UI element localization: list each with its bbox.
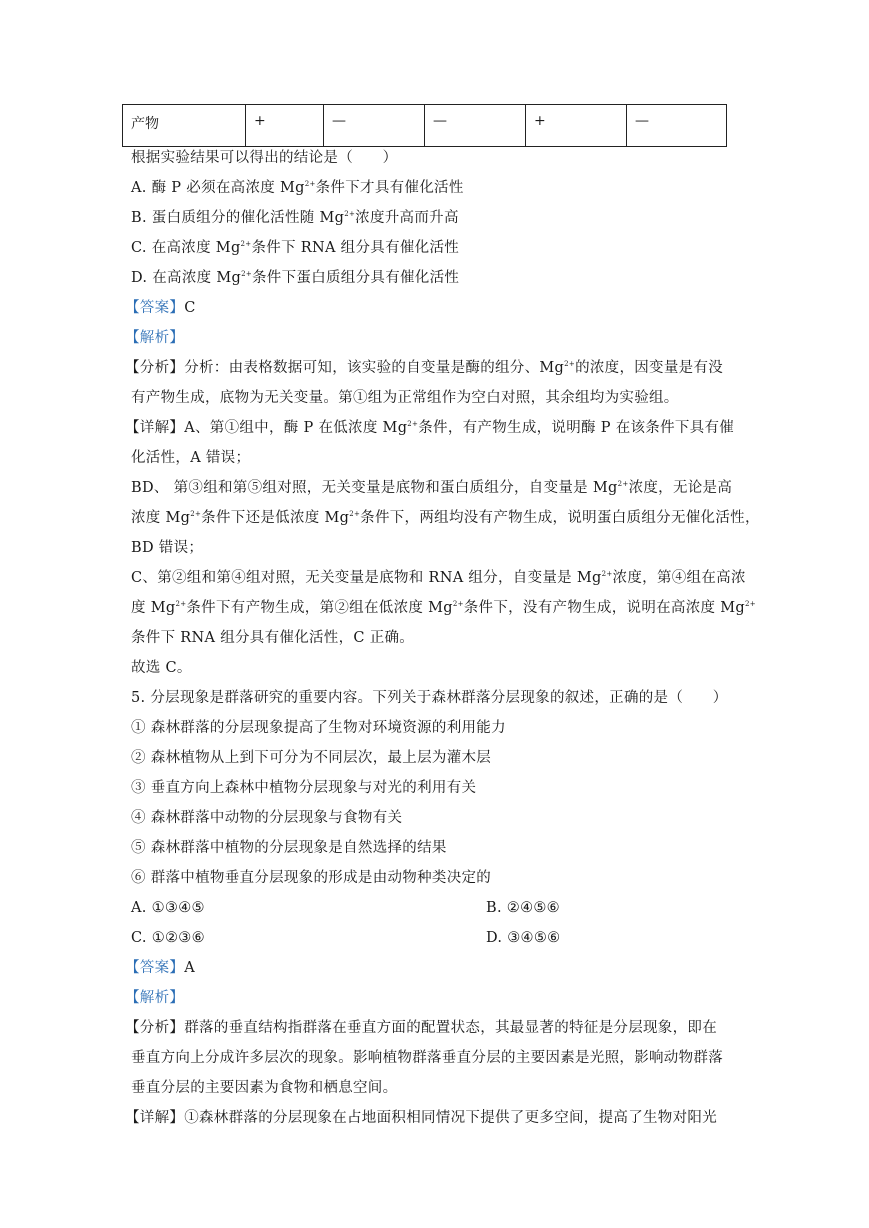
- q4-conclusion: 故选 C。: [131, 660, 192, 676]
- answer-tag: 【答案】: [125, 300, 185, 316]
- q5-item-3: ③ 垂直方向上森林中植物分层现象与对光的利用有关: [131, 780, 477, 796]
- q5-item-2: ② 森林植物从上到下可分为不同层次，最上层为灌木层: [131, 750, 492, 766]
- xiangjie-tag: 【详解】: [125, 1110, 185, 1126]
- q4-detail-line8: 条件下 RNA 组分具有催化活性，C 正确。: [131, 630, 415, 646]
- q5-option-b: B. ②④⑤⑥: [486, 900, 560, 916]
- q5-item-1: ① 森林群落的分层现象提高了生物对环境资源的利用能力: [131, 720, 506, 736]
- q5-answer: 【答案】A: [125, 960, 195, 976]
- q4-option-c: C. 在高浓度 $Mg^{2+}$条件下 RNA 组分具有催化活性: [131, 240, 460, 256]
- fenxi-tag: 【分析】: [125, 360, 185, 376]
- q5-fenxi-line3: 垂直分层的主要因素为食物和栖息空间。: [131, 1080, 398, 1096]
- table-cell: —: [627, 105, 727, 147]
- q4-detail-line2: 化活性，A 错误；: [131, 450, 251, 466]
- result-table-fragment: [122, 104, 727, 147]
- table-row-product: [123, 105, 727, 147]
- q4-detail-line6: C、第②组和第④组对照，无关变量是底物和 RNA 组分，自变量是 $Mg^{2+}$浓度，第④组在高浓: [131, 570, 746, 586]
- q5-option-c: C. ①②③⑥: [131, 930, 205, 946]
- row-label: 产物: [123, 105, 246, 147]
- q4-analysis-tag: 【解析】: [125, 330, 185, 346]
- fenxi-tag: 【分析】: [125, 1020, 185, 1036]
- q5-fenxi-line2: 垂直方向上分成许多层次的现象。影响植物群落垂直分层的主要因素是光照，影响动物群落: [131, 1050, 723, 1066]
- table-cell: —: [324, 105, 425, 147]
- q5-analysis-tag: 【解析】: [125, 990, 185, 1006]
- table-cell: +: [526, 105, 627, 147]
- q4-option-d: D. 在高浓度 $Mg^{2+}$条件下蛋白质组分具有催化活性: [131, 270, 460, 286]
- q4-detail-line3: BD、 第③组和第⑤组对照，无关变量是底物和蛋白质组分，自变量是 $Mg^{2+}$浓度，无论是高: [131, 480, 733, 496]
- q4-detail-line5: BD 错误；: [131, 540, 204, 556]
- q4-fenxi-line1: 【分析】分析：由表格数据可知，该实验的自变量是酶的组分、$Mg^{2+}$的浓度，因变量是有没: [125, 360, 724, 376]
- q5-item-6: ⑥ 群落中植物垂直分层现象的形成是由动物种类决定的: [131, 870, 492, 886]
- q5-option-a: A. ①③④⑤: [131, 900, 205, 916]
- q4-detail-line7: 度 $Mg^{2+}$条件下有产物生成，第②组在低浓度 $Mg^{2+}$条件下，没有产物生成，说明在高浓度 $Mg^{2+}$: [131, 600, 756, 616]
- q4-option-b: B. 蛋白质组分的催化活性随 $Mg^{2+}$浓度升高而升高: [131, 210, 459, 226]
- q4-answer: 【答案】C: [125, 300, 196, 316]
- q5-option-d: D. ③④⑤⑥: [486, 930, 561, 946]
- q5-item-5: ⑤ 森林群落中植物的分层现象是自然选择的结果: [131, 840, 447, 856]
- q4-detail-line1: 【详解】A、第①组中，酶 P 在低浓度 $Mg^{2+}$条件，有产物生成，说明酶 P 在该条件下具有催: [125, 420, 735, 436]
- answer-tag: 【答案】: [125, 960, 185, 976]
- q5-item-4: ④ 森林群落中动物的分层现象与食物有关: [131, 810, 403, 826]
- q4-detail-line4: 浓度 $Mg^{2+}$条件下还是低浓度 $Mg^{2+}$条件下，两组均没有产物生成，说明蛋白质组分无催化活性，: [131, 510, 760, 526]
- q5-fenxi-line1: 【分析】群落的垂直结构指群落在垂直方面的配置状态，其最显著的特征是分层现象，即在: [125, 1020, 717, 1036]
- q4-stem: 根据实验结果可以得出的结论是（ ）: [131, 150, 398, 166]
- q4-option-a: A. 酶 P 必须在高浓度 $Mg^{2+}$条件下才具有催化活性: [131, 180, 464, 196]
- q4-fenxi-line2: 有产物生成，底物为无关变量。第①组为正常组作为空白对照，其余组均为实验组。: [131, 390, 679, 406]
- table-cell: —: [425, 105, 526, 147]
- q5-detail-line1: 【详解】①森林群落的分层现象在占地面积相同情况下提供了更多空间，提高了生物对阳光: [125, 1110, 717, 1126]
- xiangjie-tag: 【详解】: [125, 420, 185, 436]
- q5-stem: 5. 分层现象是群落研究的重要内容。下列关于森林群落分层现象的叙述，正确的是（ ）: [131, 690, 728, 706]
- table-cell: +: [246, 105, 324, 147]
